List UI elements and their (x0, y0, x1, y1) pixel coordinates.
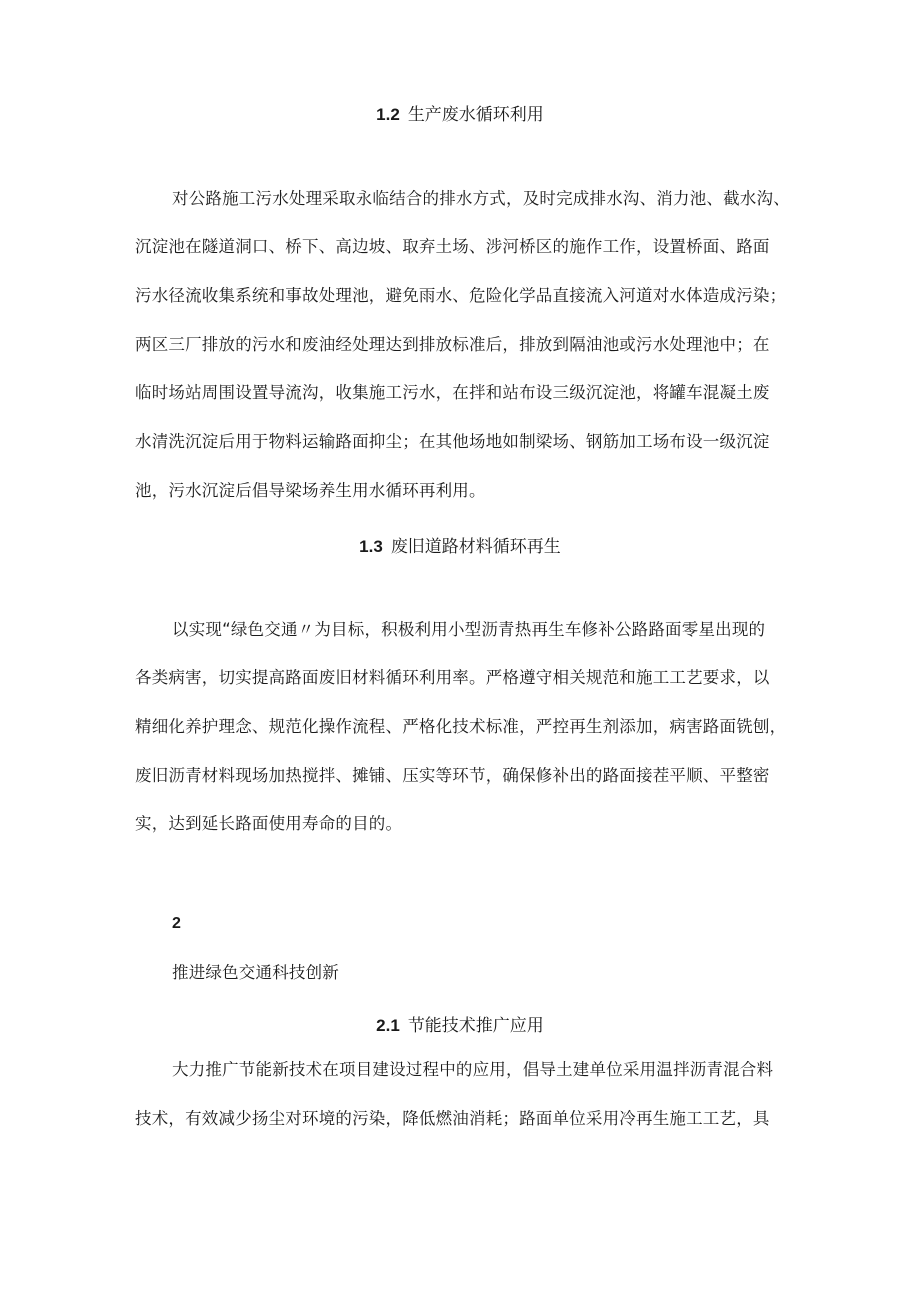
section-heading-1-2 (0, 103, 920, 127)
section-number: 2.1 (376, 1016, 400, 1035)
paragraph-line: 废旧沥青材料现场加热搅拌、摊铺、压实等环节，确保修补出的路面接茬平顺、平整密 (135, 766, 770, 785)
section-number: 1.3 (359, 537, 383, 556)
paragraph-line: 技术，有效减少扬尘对环境的污染，降低燃油消耗；路面单位采用冷再生施工工艺，具 (135, 1109, 770, 1128)
section-title: 推进绿色交通科技创新 (172, 963, 339, 982)
paragraph-line: 精细化养护理念、规范化操作流程、严格化技术标准，严控再生剂添加，病害路面铣刨， (135, 717, 787, 736)
paragraph-line: 实，达到延长路面使用寿命的目的。 (135, 814, 403, 833)
paragraph-line: 沉淀池在隧道洞口、桥下、高边坡、取弃土场、涉河桥区的施作工作，设置桥面、路面 (135, 237, 770, 256)
paragraph-line: 各类病害，切实提高路面废旧材料循环利用率。严格遵守相关规范和施工工艺要求，以 (135, 668, 770, 687)
paragraph-line: 临时场站周围设置导流沟，收集施工污水，在拌和站布设三级沉淀池，将罐车混凝土废 (135, 383, 770, 402)
section-title: 废旧道路材料循环再生 (390, 537, 561, 557)
paragraph-line: 两区三厂排放的污水和废油经处理达到排放标准后，排放到隔油池或污水处理池中；在 (135, 335, 770, 354)
section-heading-1-3 (0, 535, 920, 559)
section-number: 2 (172, 915, 181, 932)
section-title: 节能技术推广应用 (407, 1016, 544, 1036)
paragraph-line: 池，污水沉淀后倡导梁场养生用水循环再利用。 (135, 481, 486, 500)
paragraph-line: 污水径流收集系统和事故处理池，避免雨水、危险化学品直接流入河道对水体造成污染； (135, 286, 787, 305)
paragraph-line: 以实现“绿色交通〃为目标，积极利用小型沥青热再生车修补公路路面零星出现的 (172, 620, 766, 639)
paragraph-line: 水清洗沉淀后用于物料运输路面抑尘；在其他场地如制梁场、钢筋加工场布设一级沉淀 (135, 432, 770, 451)
section-title: 生产废水循环利用 (407, 105, 544, 125)
paragraph-line: 大力推广节能新技术在项目建设过程中的应用，倡导土建单位采用温拌沥青混合料 (172, 1060, 774, 1079)
paragraph-line: 对公路施工污水处理采取永临结合的排水方式，及时完成排水沟、消力池、截水沟、 (172, 189, 790, 208)
section-heading-2-1 (0, 1014, 920, 1038)
section-number: 1.2 (376, 105, 400, 124)
